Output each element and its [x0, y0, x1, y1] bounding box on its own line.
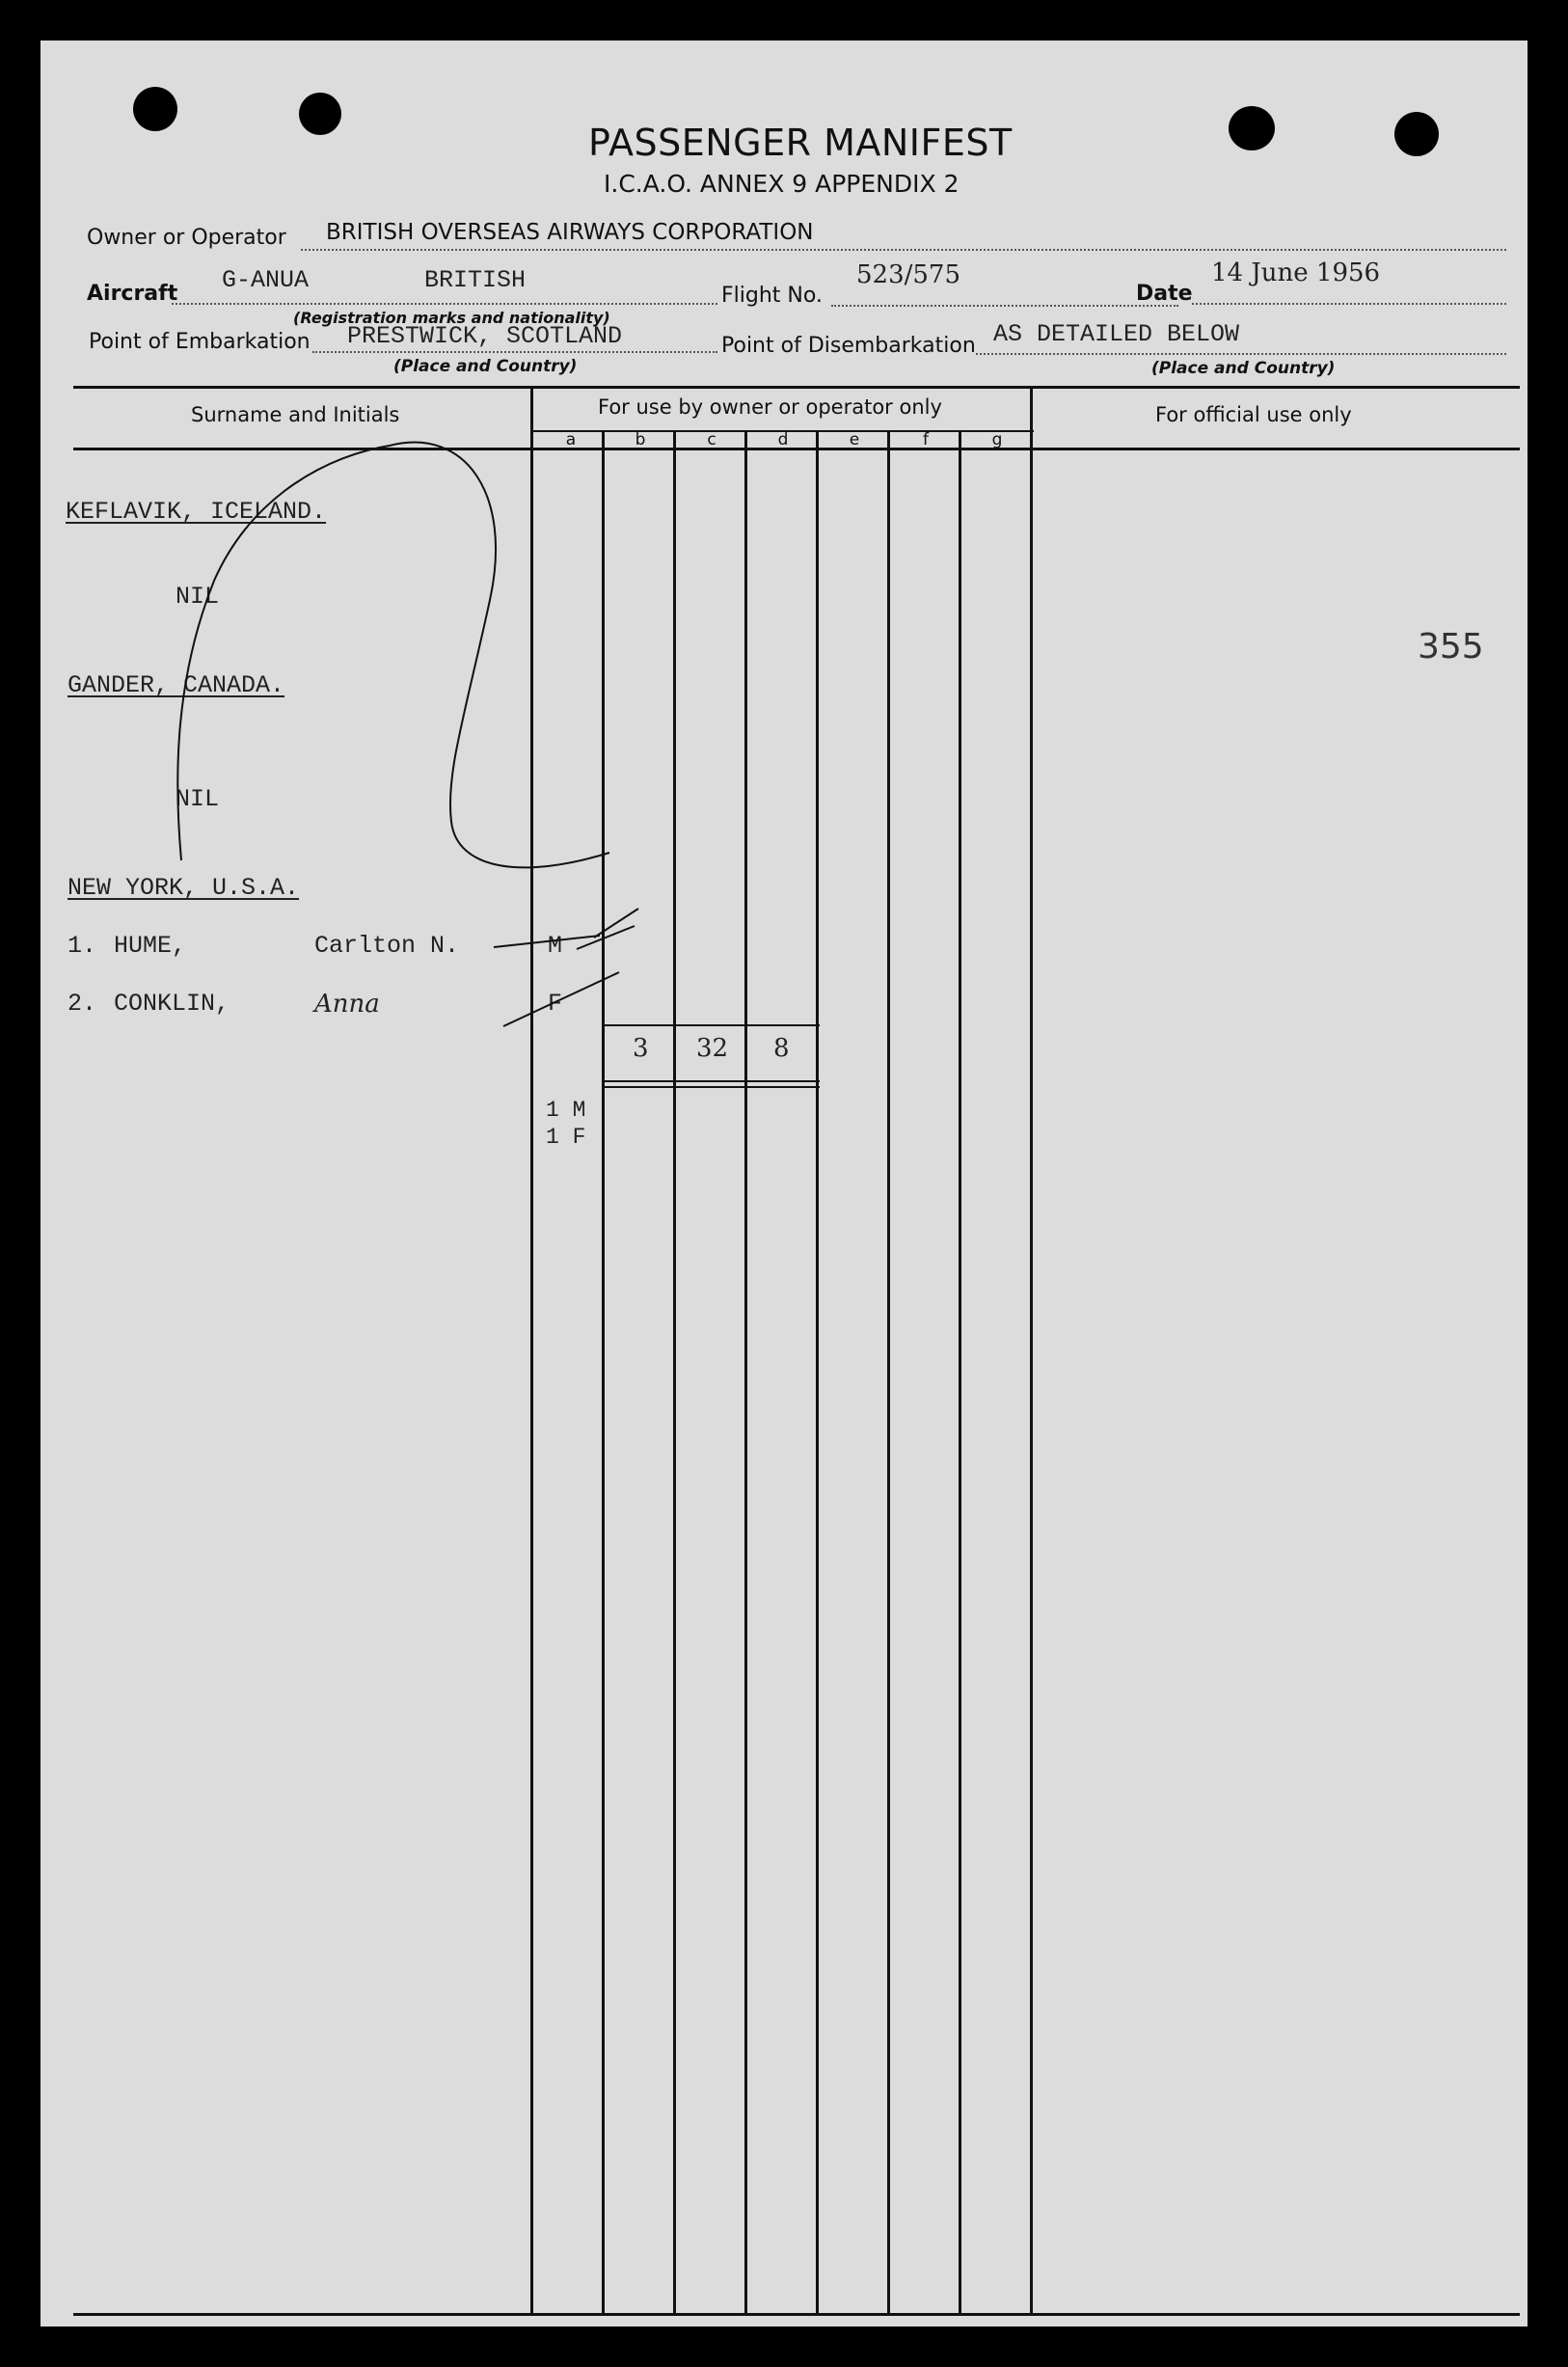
passenger-number: 1.	[68, 932, 97, 960]
total-b: 3	[633, 1034, 649, 1063]
date-value: 14 June 1956	[1211, 258, 1381, 287]
passenger-surname: HUME,	[114, 932, 187, 960]
stop-keflavik: KEFLAVIK, ICELAND.	[66, 498, 327, 526]
subcol-f: f	[923, 430, 929, 449]
official-number: 355	[1418, 627, 1484, 667]
aircraft-label: Aircraft	[87, 282, 178, 306]
embarkation-value: PRESTWICK, SCOTLAND	[347, 322, 623, 350]
passenger-sex: F	[548, 990, 563, 1018]
flight-label: Flight No.	[721, 284, 823, 308]
passenger-given-name: Carlton N.	[314, 932, 460, 960]
embarkation-caption: (Place and Country)	[393, 357, 578, 376]
stop-gander: GANDER, CANADA.	[68, 671, 285, 699]
count-male: 1 M	[546, 1098, 586, 1123]
flight-value: 523/575	[856, 260, 961, 289]
total-c: 32	[696, 1034, 729, 1063]
col-official-header: For official use only	[1155, 403, 1352, 426]
disembarkation-value: AS DETAILED BELOW	[993, 320, 1240, 348]
pen-strike-mark	[503, 972, 619, 1026]
subcol-e: e	[849, 430, 860, 449]
subcol-b: b	[635, 430, 646, 449]
pen-strike-mark	[494, 909, 638, 949]
aircraft-registration: G-ANUA	[222, 266, 310, 294]
subcol-g: g	[991, 430, 1003, 449]
aircraft-nationality: BRITISH	[424, 266, 527, 294]
pen-loop-stroke	[177, 443, 609, 868]
subcol-a: a	[565, 430, 577, 449]
passenger-given-name: Anna	[314, 990, 380, 1019]
disembarkation-caption: (Place and Country)	[1151, 359, 1336, 378]
document-title: PASSENGER MANIFEST	[588, 122, 1013, 164]
stop-gander-nil: NIL	[176, 785, 220, 813]
registration-caption: (Registration marks and nationality)	[293, 309, 610, 327]
subcol-d: d	[777, 430, 789, 449]
count-female: 1 F	[546, 1125, 586, 1150]
subcol-c: c	[707, 430, 716, 449]
owner-value: BRITISH OVERSEAS AIRWAYS CORPORATION	[326, 220, 814, 245]
stop-keflavik-nil: NIL	[176, 583, 220, 611]
total-d: 8	[773, 1034, 790, 1063]
owner-label: Owner or Operator	[87, 226, 286, 250]
passenger-sex: M	[548, 932, 563, 960]
stop-new-york: NEW YORK, U.S.A.	[68, 874, 300, 902]
passenger-surname: CONKLIN,	[114, 990, 230, 1018]
col-owner-header: For use by owner or operator only	[598, 395, 942, 419]
passenger-number: 2.	[68, 990, 97, 1018]
date-label: Date	[1136, 282, 1193, 306]
document-subtitle: I.C.A.O. ANNEX 9 APPENDIX 2	[604, 170, 960, 198]
pen-strokes	[41, 41, 1527, 2326]
disembarkation-label: Point of Disembarkation	[721, 334, 976, 358]
embarkation-label: Point of Embarkation	[89, 330, 311, 354]
col-surname-header: Surname and Initials	[191, 403, 400, 426]
manifest-sheet	[41, 41, 1527, 2326]
